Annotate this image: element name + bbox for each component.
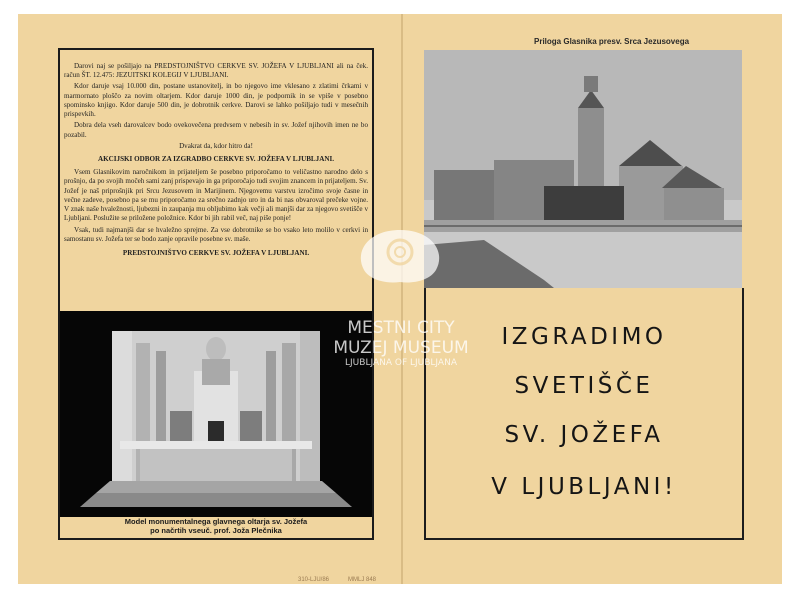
- supplement-note: Priloga Glasnika presv. Srca Jezusovega: [534, 37, 690, 46]
- title-line-4: V LJUBLJANI!: [491, 474, 677, 500]
- caption-line-2: po načrtih vseuč. prof. Joža Plečnika: [150, 526, 282, 536]
- title-line-1: IZGRADIMO: [501, 324, 667, 350]
- donation-paragraph-1: Darovi naj se pošiljajo na PREDSTOJNIŠTVO CERKVE SV. JOŽEFA V LJUBLJANI ali na ček. račun ŠT. 12.475: JEZUITSKI KOLEGIJ V LJUBLJANI.: [64, 62, 368, 80]
- museum-logo-icon: [330, 226, 470, 286]
- watermark-line-3: LJUBLJANA OF LJUBLJANA: [345, 358, 457, 368]
- committee-heading: AKCIJSKI ODBOR ZA IZGRADBO CERKVE SV. JOŽEFA V LJUBLJANI.: [98, 154, 334, 163]
- inventory-mark-left: 310-LJU/86: [298, 577, 330, 583]
- appeal-paragraph-1: Vsem Glasnikovim naročnikom in prijateljem še posebno priporočamo to veličastno narodno delo s prošnjo, da po svojih močeh sami zanj prispevajo in ga priporočajo tudi svojim znancem in prijateljem. Sv. Jožef je naš priprošnjik pri Srcu Jezusovem in Marijinem. Njegovemu varstvu izročimo svoje časne in večne zadeve, posebno pa se mu priporočamo za srečno zadnjo uro in da bi nas obvaroval prečeke vojne. V znak naše hvaležnosti, ljubezni in zaupanja mu obljubimo kak večji ali manjši dar za njegovo svetišče v Ljubljani. Poslužite se priložene položnice. Kdor bi jih rabil več, naj piše ponje!: [64, 168, 368, 223]
- center-fold: [401, 14, 403, 584]
- caption-line-1: Model monumentalnega glavnega oltarja sv. Jožefa: [124, 517, 308, 526]
- inventory-mark-right: MMLJ 848: [348, 577, 377, 583]
- watermark-line-1: MESTNI CITY: [347, 318, 455, 338]
- donation-text-block: [64, 62, 368, 260]
- altar-caption: [60, 517, 372, 538]
- donation-paragraph-2: Kdor daruje vsaj 10.000 din, postane ustanovitelj, in bo njegovo ime vklesano z zlatimi črkami v marmornato ploščo za novim oltarjem. Kdor daruje 1000 din, je podpornik in se vpiše v posebno spominsko knjigo. Kdor daruje 500 din, je dobrotnik cerkve. Darovi se lahko pošiljajo tudi v mesečnih prispevkih.: [64, 82, 368, 119]
- signature-line: PREDSTOJNIŠTVO CERKVE SV. JOŽEFA V LJUBLJANI.: [122, 248, 310, 257]
- donation-paragraph-3: Dobra dela vseh darovalcev bodo ovekovečena predvsem v nebesih in sv. Jožef njihovih imen ne bo pozabil.: [64, 121, 368, 139]
- title-line-3: SV. JOŽEFA: [504, 422, 664, 448]
- watermark-line-2: MUZEJ MUSEUM: [333, 338, 469, 358]
- title-line-2: SVETIŠČE: [514, 373, 654, 399]
- church-photo: [424, 50, 742, 288]
- closing-proverb: Dvakrat da, kdor hitro da!: [179, 141, 253, 150]
- appeal-paragraph-2: Vsak, tudi najmanjši dar se hvaležno sprejme. Za vse dobrotnike se bo vsako leto molilo v cerkvi in samostanu sv. Jožefa ter se bodo zanje opravile posebne sv. maše.: [64, 225, 368, 243]
